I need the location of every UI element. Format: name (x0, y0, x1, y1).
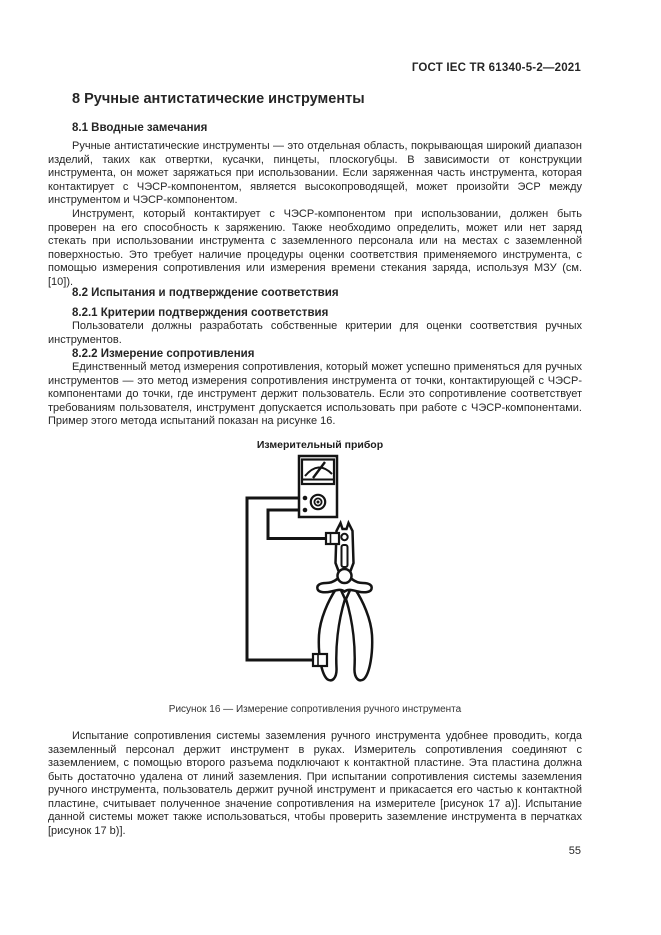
section-8-2-2-heading: 8.2.2 Измерение сопротивления (72, 348, 255, 360)
meter-dial-knob-dot (317, 501, 320, 504)
paragraph-intro-2: Инструмент, который контактирует с ЧЭСР-компонентом при использовании, должен быть проверен на его способность к заряжению. Также необходимо определить, может или нет заряд стекать при использовании инструмента с заземленного персонала или на местах с заземленной поверхностью. Это требует наличие процедуры оценки соответствия применяемого инструмента, с помощью измерения сопротивления или измерения времени стекания заряда, используя МЗУ (см. [10]). (48, 208, 582, 288)
paragraph-intro-1: Ручные антистатические инструменты — это отдельная область, покрывающая широкий диапазон изделий, таких как отвертки, кусачки, пинцеты, плоскогубцы. В зависимости от конструкции инструмента, он может заряжаться при использовании. Если заряженная часть инструмента, которая контактирует с ЧЭСР-компонентом, является высокопроводящей, может произойти ЭСР между инструментом и ЧЭСР-компонентом. (48, 140, 582, 206)
paragraph-resistance-method: Единственный метод измерения сопротивления, который может успешно применяться для ручных инструментов — это метод измерения сопротивления инструмента от точки, контактирующей с ЧЭСР-компонентами до точки, где инструмент держит пользователь. Если это сопротивление соответствует требованиям пользователя, инструмент допускается использовать при работе с ЧЭСР-компонентами. Пример этого метода испытаний показан на рисунке 16. (48, 361, 582, 427)
wire-to-handle-contact (247, 498, 316, 660)
pliers-right-handle (346, 588, 372, 680)
page-header: ГОСТ IEC TR 61340-5-2—2021 (411, 62, 581, 74)
figure-16-diagram (240, 432, 450, 694)
measuring-device-label: Измерительный прибор (256, 439, 384, 451)
meter-terminal-bottom (303, 508, 308, 513)
paragraph-criteria: Пользователи должны разработать собственные критерии для оценки соответствия ручных инструментов. (48, 320, 582, 346)
figure-16-caption: Рисунок 16 — Измерение сопротивления ручного инструмента (168, 704, 462, 715)
section-8-2-heading: 8.2 Испытания и подтверждение соответствия (72, 287, 339, 299)
pliers-jaws (336, 523, 354, 571)
page-number: 55 (568, 845, 581, 857)
pliers-pivot (338, 569, 352, 583)
meter-terminal-top (303, 496, 308, 501)
test-clamp (326, 533, 339, 544)
handle-contact (313, 654, 327, 666)
paragraph-grounding-test: Испытание сопротивления системы заземления ручного инструмента удобнее проводить, когда заземленный персонал держит инструмент в руках. Измеритель сопротивления соединяют с заземлением, с помощью второго разъема подключают к контактной пластине. Эта пластина должна быть достаточно удалена от линий заземления. При испытании сопротивления системы заземления ручного инструмента, пользователь держит ручной инструмент и прикасается его частью к контактной пластине, считывает полученное значение сопротивления на измерителе [рисунок 17 а)]. Испытание данной системы может также использоваться, чтобы проверить заземление инструмента в перчатках [рисунок 17 b)]. (48, 730, 582, 837)
section-8-2-1-heading: 8.2.1 Критерии подтверждения соответствия (72, 307, 329, 319)
section-8-heading: 8 Ручные антистатические инструменты (72, 91, 365, 107)
section-8-1-heading: 8.1 Вводные замечания (72, 122, 208, 134)
